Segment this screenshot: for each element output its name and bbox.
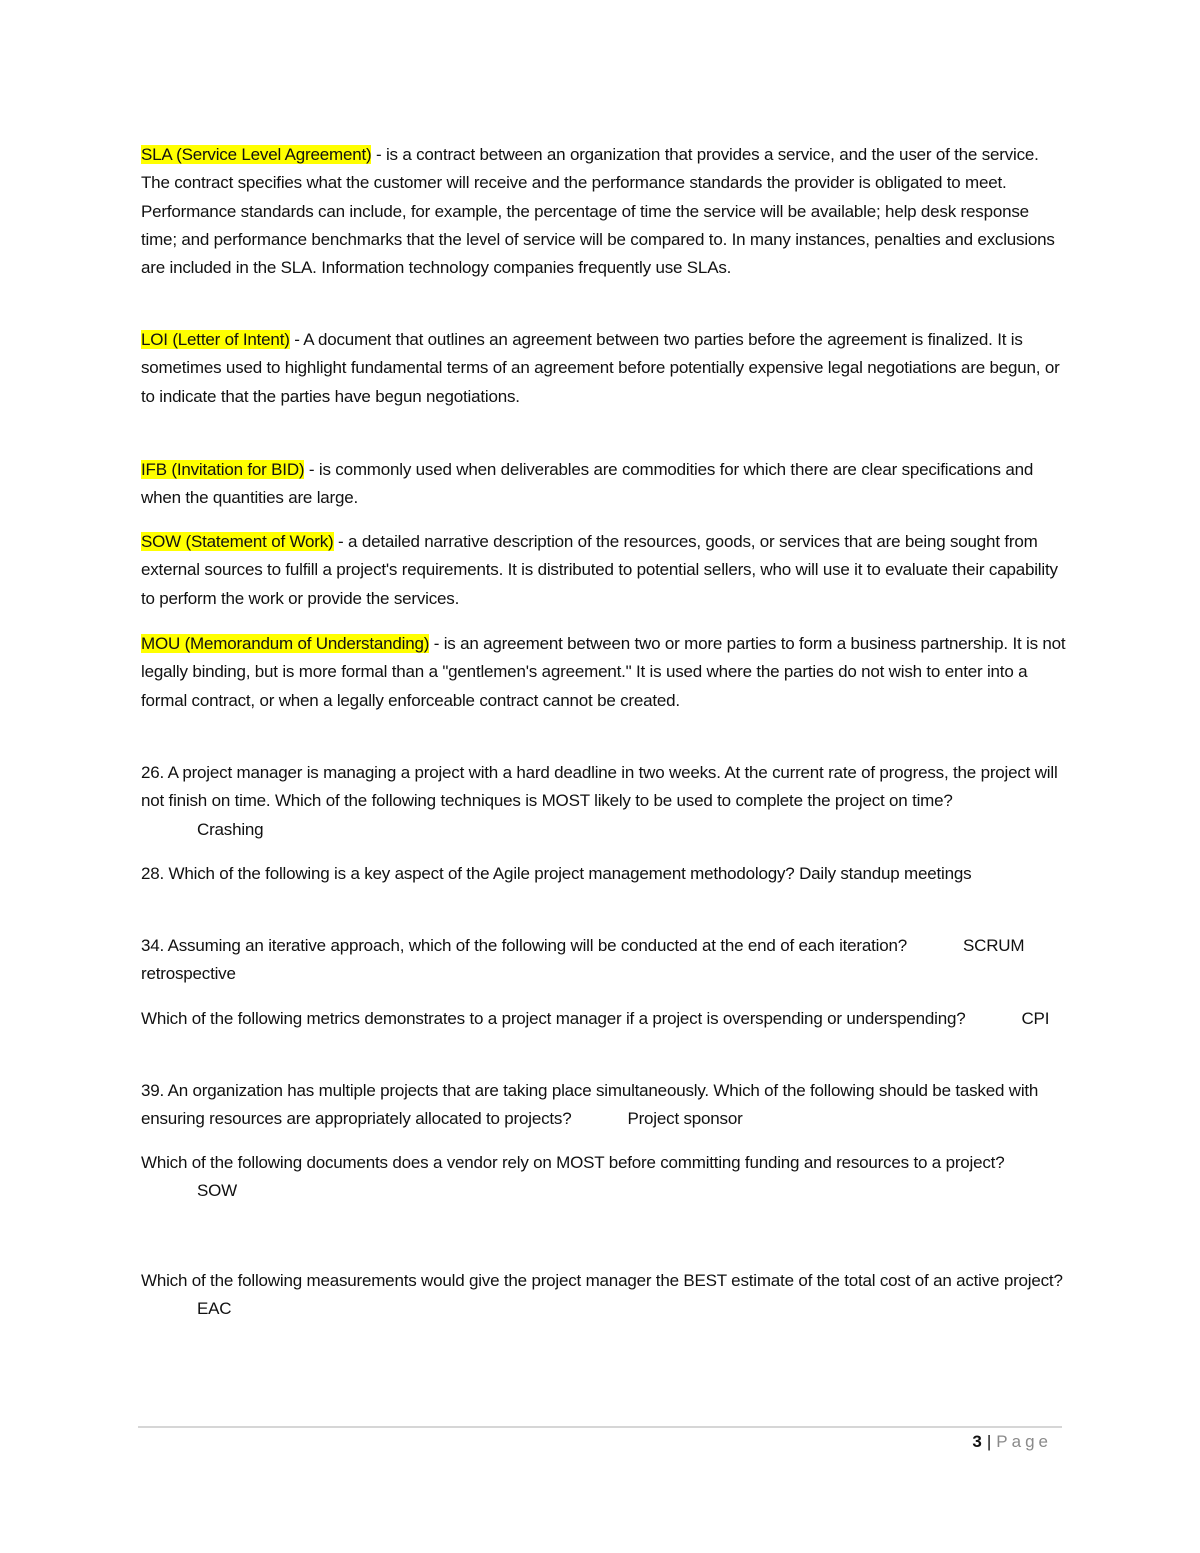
page-label: Page	[996, 1432, 1052, 1451]
answer-text: Crashing	[197, 819, 264, 839]
term-highlight: LOI (Letter of Intent)	[141, 330, 290, 349]
page-footer	[972, 1432, 1052, 1452]
question-text: 34. Assuming an iterative approach, which of the following will be conducted at the end of each iteration?	[141, 936, 908, 955]
definition-text: - is an agreement between two or more parties to form a business partnership. It is not legally binding, but is more formal than a "gentlemen's agreement." It is used where the parties do not wish to enter into a formal contract, or when a legally enforceable contract cannot be created.	[141, 634, 1066, 710]
definition-sla	[141, 141, 1066, 282]
answer-text: Project sponsor	[627, 1109, 743, 1129]
definition-text: - A document that outlines an agreement between two parties before the agreement is finalized. It is sometimes used to highlight fundamental terms of an agreement before potentially expensive legal negotiations are begun, or to indicate that the parties have begun negotiations.	[141, 330, 1060, 406]
question-text: 28. Which of the following is a key aspect of the Agile project management methodology?	[141, 864, 795, 883]
definition-text: - a detailed narrative description of the resources, goods, or services that are being sought from external sources to fulfill a project's requirements. It is distributed to potential sellers, who will use it to evaluate their capability to perform the work or provide the services.	[141, 532, 1058, 608]
answer-text: SOW	[197, 1181, 238, 1201]
definition-text: - is a contract between an organization that provides a service, and the user of the service. The contract specifies what the customer will receive and the performance standards the provider is obligated to meet. Performance standards can include, for example, the percentage of time the service will be available; help desk response time; and performance benchmarks that the level of service will be compared to. In many instances, penalties and exclusions are included in the SLA. Information technology companies frequently use SLAs.	[141, 145, 1055, 278]
page-number: 3	[972, 1432, 982, 1451]
question-text: Which of the following measurements would give the project manager the BEST estimate of the total cost of an active project?	[141, 1271, 1063, 1290]
question-text: Which of the following metrics demonstrates to a project manager if a project is overspending or underspending?	[141, 1009, 966, 1028]
question-34	[141, 932, 1066, 989]
term-highlight: SOW (Statement of Work)	[141, 532, 334, 551]
question-cpi	[141, 1005, 1066, 1033]
answer-text: SCRUM retrospective	[141, 936, 1025, 984]
question-text: Which of the following documents does a vendor rely on MOST before committing funding and resources to a project?	[141, 1153, 1005, 1172]
definition-mou	[141, 630, 1066, 715]
answer-text: Daily standup meetings	[799, 864, 972, 883]
term-highlight: SLA (Service Level Agreement)	[141, 145, 372, 164]
definition-loi	[141, 326, 1066, 411]
answer-text: EAC	[197, 1299, 232, 1319]
question-eac	[141, 1267, 1066, 1324]
question-sow	[141, 1149, 1066, 1206]
answer-text: CPI	[1021, 1009, 1050, 1028]
term-highlight: IFB (Invitation for BID)	[141, 460, 305, 479]
term-highlight: MOU (Memorandum of Understanding)	[141, 634, 430, 653]
definition-sow	[141, 528, 1066, 613]
definition-ifb	[141, 456, 1066, 513]
question-text: 26. A project manager is managing a project with a hard deadline in two weeks. At the current rate of progress, the project will not finish on time. Which of the following techniques is MOST likely to be used to complete the project on time?	[141, 763, 1058, 811]
footer-divider	[138, 1426, 1062, 1428]
question-28	[141, 860, 1066, 888]
footer-separator: |	[986, 1432, 992, 1451]
definition-text: - is commonly used when deliverables are commodities for which there are clear specifications and when the quantities are large.	[141, 460, 1034, 508]
question-26	[141, 759, 1066, 844]
question-text: 39. An organization has multiple projects that are taking place simultaneously. Which of the following should be tasked with ensuring resources are appropriately allocated to projects?	[141, 1081, 1039, 1129]
question-39	[141, 1077, 1066, 1134]
